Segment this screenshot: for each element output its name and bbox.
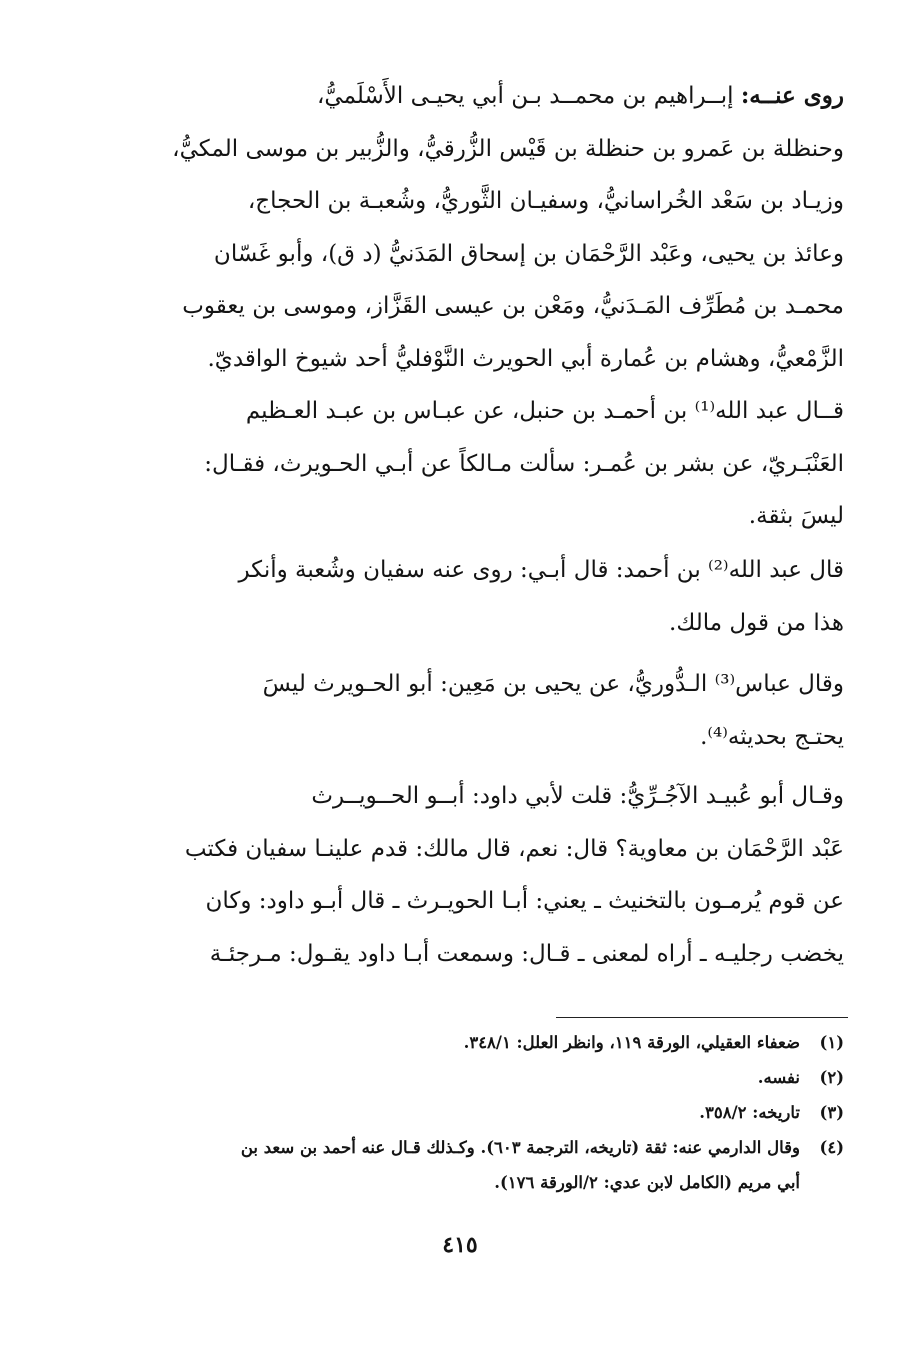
footnote-number: (٢) xyxy=(819,1068,844,1087)
text-line: عن قوم يُرمـون بالتخنيث ـ يعني: أبـا الحويـرث ـ قال أبـو داود: وكان xyxy=(205,888,844,914)
text-line: هذا من قول مالك. xyxy=(669,609,844,636)
text-line: وقال عباس⁽³⁾ الـدُّوريُّ، عن يحيى بن مَعِين: أبو الحـويرث ليسَ xyxy=(262,671,844,697)
text-line: وزيـاد بن سَعْد الخُراسانيُّ، وسفيـان الثَّوريُّ، وشُعبـة بن الحجاج، xyxy=(247,188,844,214)
footnote-number: (٣) xyxy=(819,1103,844,1122)
footnote-number: (١) xyxy=(819,1033,844,1052)
paragraph-ajurri xyxy=(132,770,844,980)
text-line: العَنْبَـريّ، عن بشر بن عُمـر: سألت مـالكاً عن أبـي الحـويرث، فقـال: xyxy=(204,450,844,477)
footnote-2 xyxy=(132,1060,844,1095)
text-line: محمـد بن مُطَرِّف المَـدَنيُّ، ومَعْن بن عيسى القَزَّاز، وموسى بن يعقوب xyxy=(182,293,844,319)
text-line: يخضب رجليـه ـ أراه لمعنى ـ قـال: وسمعت أبـا داود يقـول: مـرجئـة xyxy=(209,940,844,967)
footnote-4 xyxy=(132,1130,844,1165)
text-line: عَبْد الرَّحْمَان بن معاوية؟ قال: نعم، قال مالك: قدم علينـا سفيان فكتب xyxy=(184,835,844,862)
paragraph-abdullah-1 xyxy=(132,385,844,543)
footnote-3 xyxy=(132,1095,844,1130)
footnote-text: نفسه. xyxy=(757,1068,800,1087)
footnote-1 xyxy=(132,1025,844,1060)
text-line: قال عبد الله⁽²⁾ بن أحمد: قال أبـي: روى عنه سفيان وشُعبة وأنكر xyxy=(238,557,844,583)
paragraph-abbas xyxy=(132,658,844,763)
footnote-4-continuation: أبي مريم (الكامل لابن عدي: ٢/الورقة ١٧٦). xyxy=(494,1173,800,1192)
section-lead: روى عنــه: xyxy=(740,82,844,109)
page-number: ٤١٥ xyxy=(442,1232,478,1258)
footnote-number: (٤) xyxy=(819,1138,844,1157)
text-line: وحنظلة بن عَمرو بن حنظلة بن قَيْس الزُّرقيُّ، والزُّبير بن موسى المكيُّ، xyxy=(172,135,844,162)
paragraph-abdullah-2 xyxy=(132,544,844,649)
text-line: روى عنــه: إبــراهيم بن محمــد بـن أبي يحيـى الأَسْلَميُّ، xyxy=(316,82,844,109)
footnote-text: وقال الدارمي عنه: ثقة (تاريخه، الترجمة ٦٠٣). وكـذلك قـال عنه أحمد بن سعد بن xyxy=(240,1138,800,1157)
text-line: الزَّمْعيُّ، وهشام بن عُمارة أبي الحويرث النَّوْفليُّ أحد شيوخ الواقديّ. xyxy=(207,345,844,372)
footnote-text: ضعفاء العقيلي، الورقة ١١٩، وانظر العلل: ٣٤٨/١. xyxy=(463,1033,800,1052)
footnotes xyxy=(132,1025,844,1200)
footnote-text: تاريخه: ٣٥٨/٢. xyxy=(699,1103,800,1122)
text-line: وعائذ بن يحيى، وعَبْد الرَّحْمَان بن إسحاق المَدَنيُّ (د ق)، وأبو غَسّان xyxy=(213,240,844,267)
text-line: وقـال أبو عُبيـد الآجُـرِّيُّ: قلت لأبي داود: أبــو الحــويــرث xyxy=(311,783,844,809)
footnote-divider xyxy=(556,1017,848,1018)
text-line: قــال عبد الله⁽¹⁾ بن أحمـد بن حنبل، عن عبـاس بن عبـد العـظيم xyxy=(245,398,844,424)
text-line: ليسَ بثقة. xyxy=(748,503,844,529)
text-line: يحتـج بحديثه⁽⁴⁾. xyxy=(700,723,844,750)
paragraph-narrators xyxy=(132,70,844,385)
